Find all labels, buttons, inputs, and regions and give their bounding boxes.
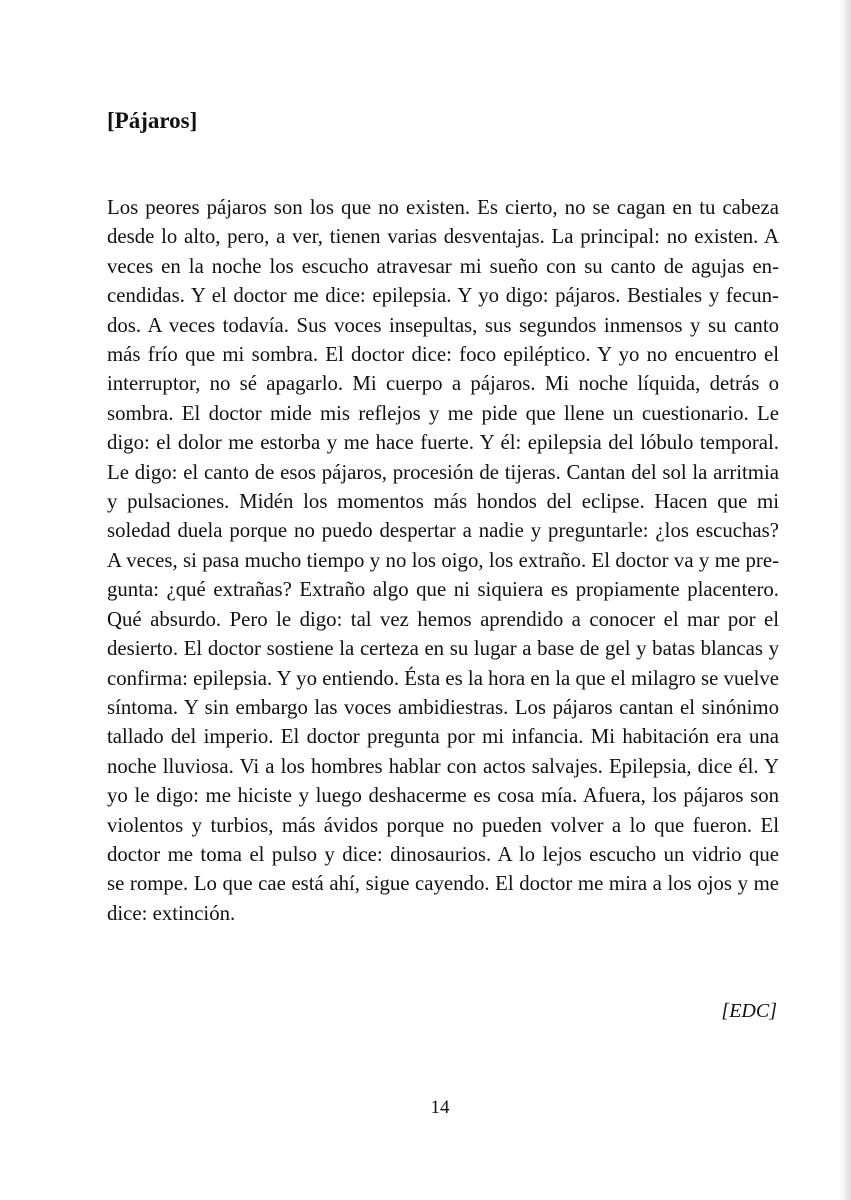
poem-body — [107, 193, 779, 928]
page-edge-shadow — [839, 0, 851, 1200]
text-line: síntoma. Y sin embargo las voces ambidiestras. Los pájaros cantan el sinónimo — [107, 695, 779, 719]
text-line: Qué absurdo. Pero le digo: tal vez hemos aprendido a conocer el mar por el — [107, 607, 779, 631]
author-signature: [EDC] — [721, 1000, 777, 1022]
text-line: veces en la noche los escucho atravesar mi sueño con su canto de agujas en- — [107, 254, 779, 278]
text-line: desde lo alto, pero, a ver, tienen varias desventajas. La principal: no existen. A — [107, 225, 779, 249]
text-line: y pulsaciones. Midén los momentos más hondos del eclipse. Hacen que mi — [107, 490, 779, 514]
text-line: dos. A veces todavía. Sus voces insepultas, sus segundos inmensos y su canto — [107, 313, 779, 337]
text-line: doctor me toma el pulso y dice: dinosaurios. A lo lejos escucho un vidrio que — [107, 842, 779, 866]
text-line: sombra. El doctor mide mis reflejos y me pide que llene un cuestionario. Le — [107, 401, 779, 425]
text-line: digo: el dolor me estorba y me hace fuerte. Y él: epilepsia del lóbulo temporal. — [107, 431, 779, 455]
text-line: violentos y turbios, más ávidos porque no pueden volver a lo que fueron. El — [107, 813, 779, 837]
text-line: más frío que mi sombra. El doctor dice: foco epiléptico. Y yo no encuentro el — [107, 343, 779, 367]
text-line: se rompe. Lo que cae está ahí, sigue cayendo. El doctor me mira a los ojos y me — [107, 872, 779, 896]
text-line: gunta: ¿qué extrañas? Extraño algo que ni siquiera es propiamente placentero. — [107, 578, 779, 602]
text-line: dice: extinción. — [107, 901, 236, 925]
text-line: interruptor, no sé apagarlo. Mi cuerpo a pájaros. Mi noche líquida, detrás o — [107, 372, 779, 396]
text-line: confirma: epilepsia. Y yo entiendo. Ésta es la hora en la que el milagro se vuelve — [107, 666, 779, 690]
text-line: cendidas. Y el doctor me dice: epilepsia. Y yo digo: pájaros. Bestiales y fecun- — [107, 284, 779, 308]
text-line: Los peores pájaros son los que no existen. Es cierto, no se cagan en tu cabeza — [107, 196, 779, 219]
poem-title: [Pájaros] — [107, 108, 198, 133]
text-line: A veces, si pasa mucho tiempo y no los oigo, los extraño. El doctor va y me pre- — [107, 548, 779, 572]
text-line: Le digo: el canto de esos pájaros, procesión de tijeras. Cantan del sol la arritmia — [107, 460, 779, 484]
text-line: noche lluviosa. Vi a los hombres hablar con actos salvajes. Epilepsia, dice él. Y — [107, 754, 779, 778]
text-line: soledad duela porque no puedo despertar a nadie y preguntarle: ¿los escuchas? — [107, 519, 779, 543]
text-line: tallado del imperio. El doctor pregunta por mi infancia. Mi habitación era una — [107, 725, 779, 749]
text-line: desierto. El doctor sostiene la certeza en su lugar a base de gel y batas blancas y — [107, 637, 779, 661]
page-number: 14 — [430, 1097, 450, 1118]
text-line: yo le digo: me hiciste y luego deshacerme es cosa mía. Afuera, los pájaros son — [107, 784, 779, 808]
